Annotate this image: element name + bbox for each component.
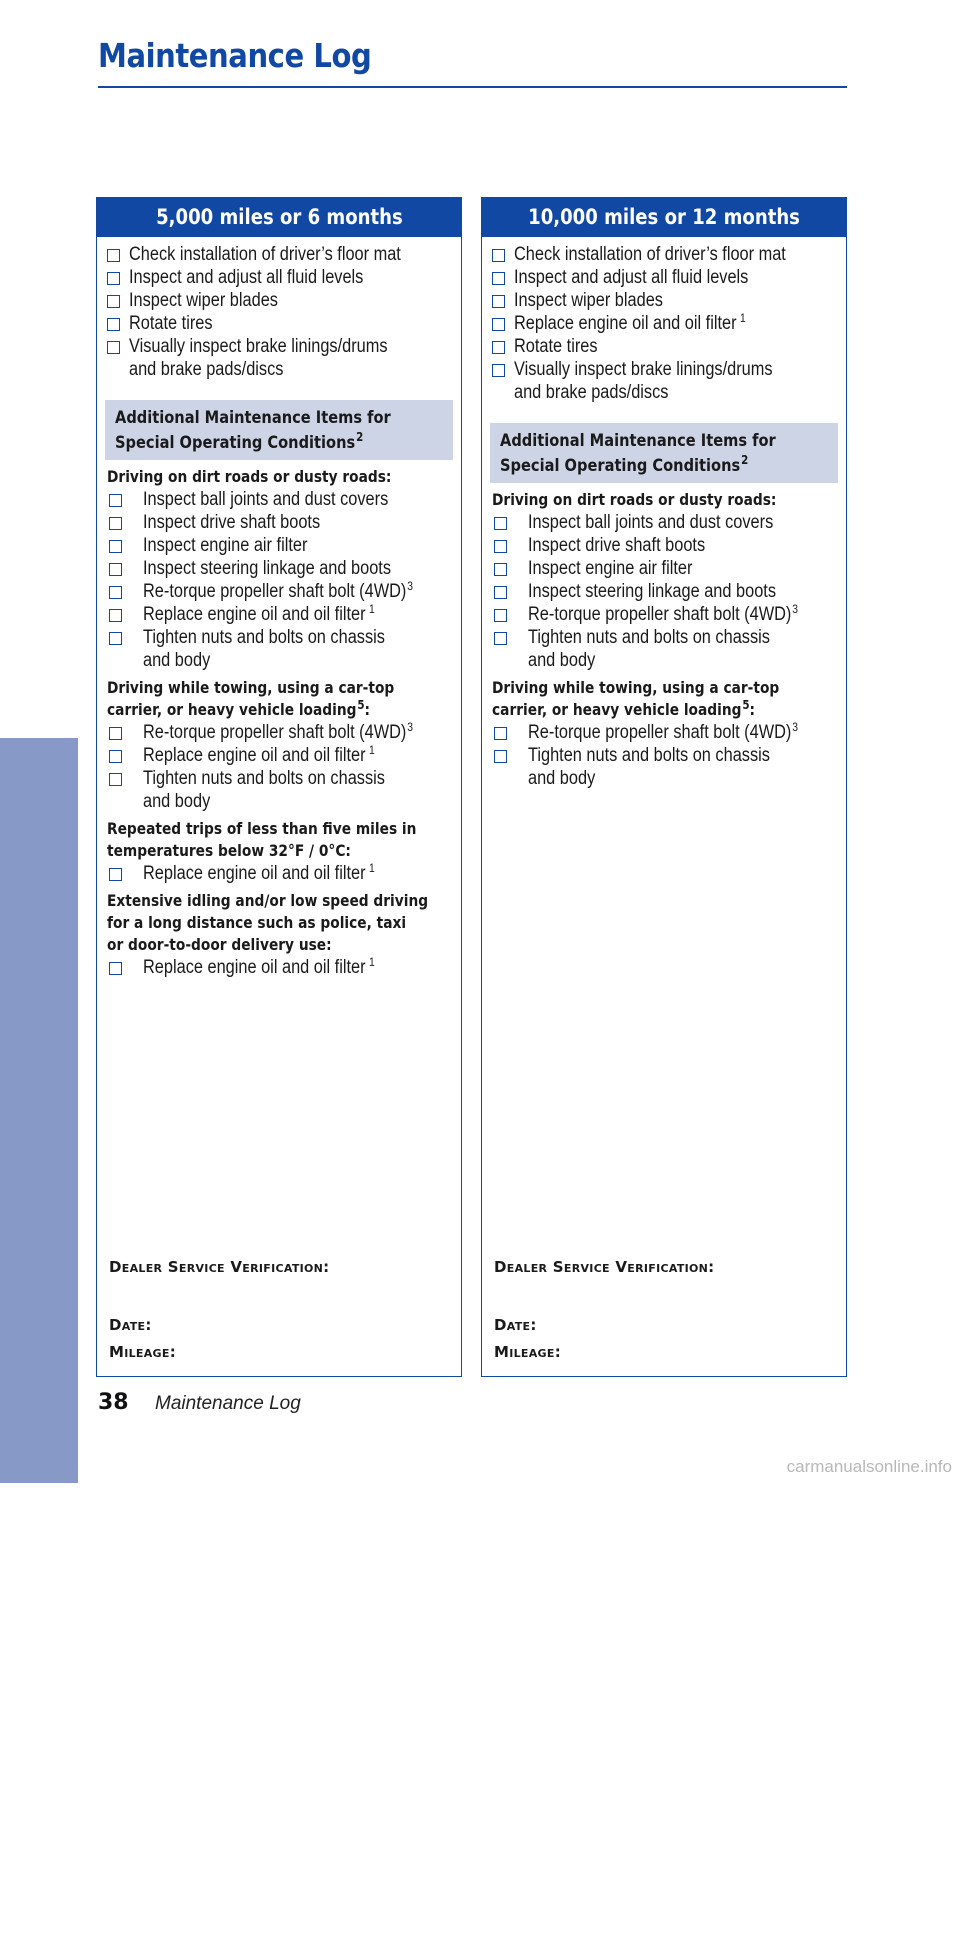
checkbox[interactable]: [107, 295, 120, 308]
checkbox[interactable]: [492, 341, 505, 354]
condition-title: Driving on dirt roads or dusty roads:: [492, 490, 777, 509]
checklist-item: Replace engine oil and oil filter $^1$: [107, 862, 451, 885]
checklist-item: Inspect drive shaft boots: [107, 511, 451, 534]
checkbox[interactable]: [494, 609, 507, 622]
checklist-item-continued: and body: [143, 791, 211, 812]
checkbox[interactable]: [109, 750, 122, 763]
dealer-verification-label: Dealer Service Verification:: [494, 1258, 715, 1276]
dealer-verification-label: Dealer Service Verification:: [109, 1258, 330, 1276]
checklist-item-continued: and brake pads/discs: [514, 382, 669, 403]
log-column-10000: [481, 197, 847, 1377]
condition-title: Driving while towing, using a car-top carrier, or heavy vehicle loading$^5$:: [107, 678, 395, 719]
checkbox[interactable]: [109, 494, 122, 507]
checklist-item: Replace engine oil and oil filter $^1$: [492, 312, 836, 335]
checklist-item: Replace engine oil and oil filter $^1$: [107, 603, 451, 626]
checklist-item: Inspect engine air filter: [492, 557, 836, 580]
checkbox[interactable]: [494, 586, 507, 599]
checkbox[interactable]: [492, 364, 505, 377]
checklist-item: Re-torque propeller shaft bolt $(4WD)^3$: [107, 721, 451, 744]
special-line-1: Additional Maintenance Items for: [500, 431, 776, 451]
checklist-item: Replace engine oil and oil filter $^1$: [107, 744, 451, 767]
checklist-item: Re-torque propeller shaft bolt $(4WD)^3$: [492, 603, 836, 626]
checklist-item: Inspect drive shaft boots: [492, 534, 836, 557]
checklist-item-continued: and body: [143, 650, 211, 671]
checklist-item: Inspect ball joints and dust covers: [107, 488, 451, 511]
checkbox[interactable]: [109, 540, 122, 553]
checkbox[interactable]: [107, 272, 120, 285]
watermark: carmanualsonline.info: [786, 1457, 952, 1476]
checklist-item: Inspect and adjust all fluid levels: [492, 266, 836, 289]
checklist-item: Check installation of driver’s floor mat: [492, 243, 836, 266]
checkbox[interactable]: [492, 295, 505, 308]
checklist: [492, 511, 836, 672]
checkbox[interactable]: [109, 609, 122, 622]
checkbox[interactable]: [492, 272, 505, 285]
checkbox[interactable]: [494, 540, 507, 553]
special-line-2: Special Operating Conditions$^2$: [500, 453, 749, 476]
checklist-item: Inspect ball joints and dust covers: [492, 511, 836, 534]
checklist-item-continued: and body: [528, 650, 596, 671]
checklist-item: Re-torque propeller shaft bolt $(4WD)^3$: [492, 721, 836, 744]
checkbox[interactable]: [109, 868, 122, 881]
checklist-item: Inspect steering linkage and boots: [107, 557, 451, 580]
mileage-label: Mileage:: [109, 1343, 176, 1361]
checkbox[interactable]: [107, 341, 120, 354]
checklist-item-continued: and brake pads/discs: [129, 359, 284, 380]
checklist-item: Tighten nuts and bolts on chassis: [107, 626, 451, 649]
checkbox[interactable]: [109, 563, 122, 576]
checklist-item: Rotate tires: [107, 312, 451, 335]
checkbox[interactable]: [494, 517, 507, 530]
checklist-item: Tighten nuts and bolts on chassis: [107, 767, 451, 790]
sidebar-tab: [0, 738, 78, 1947]
checklist: [107, 721, 451, 813]
checklist-item: Tighten nuts and bolts on chassis: [492, 626, 836, 649]
condition-title: Driving while towing, using a car-top carrier, or heavy vehicle loading$^5$:: [492, 678, 780, 719]
checkbox[interactable]: [109, 727, 122, 740]
checklist-item: Inspect engine air filter: [107, 534, 451, 557]
checkbox[interactable]: [494, 727, 507, 740]
title-rule: [98, 86, 847, 88]
checkbox[interactable]: [492, 318, 505, 331]
checklist-item: Re-torque propeller shaft bolt $(4WD)^3$: [107, 580, 451, 603]
checklist-item: Tighten nuts and bolts on chassis: [492, 744, 836, 767]
page-title: Maintenance Log: [98, 36, 372, 75]
checklist-item: Inspect steering linkage and boots: [492, 580, 836, 603]
checklist: [492, 721, 836, 790]
log-column-5000: [96, 197, 462, 1377]
special-conditions-banner: [105, 400, 453, 460]
special-conditions-banner: [490, 423, 838, 483]
checklist: [107, 862, 451, 885]
special-line-1: Additional Maintenance Items for: [115, 408, 391, 428]
date-label: Date:: [109, 1316, 152, 1334]
checkbox[interactable]: [494, 563, 507, 576]
checklist-item: Inspect wiper blades: [107, 289, 451, 312]
condition-title: Repeated trips of less than five miles in temperatures below 32°F / 0°C:: [107, 819, 417, 860]
checklist: [107, 956, 451, 979]
checklist-item: Replace engine oil and oil filter $^1$: [107, 956, 451, 979]
checkbox[interactable]: [109, 586, 122, 599]
checkbox[interactable]: [109, 962, 122, 975]
checkbox[interactable]: [494, 750, 507, 763]
checkbox[interactable]: [109, 517, 122, 530]
condition-title: Driving on dirt roads or dusty roads:: [107, 467, 392, 486]
checklist-item: Inspect wiper blades: [492, 289, 836, 312]
checkbox[interactable]: [109, 632, 122, 645]
date-label: Date:: [494, 1316, 537, 1334]
checklist: [492, 243, 836, 404]
mileage-label: Mileage:: [494, 1343, 561, 1361]
checkbox[interactable]: [494, 632, 507, 645]
column-header: 5,000 miles or 6 months: [97, 198, 461, 237]
sidebar-label: MAINTENANCE: [25, 1739, 53, 1947]
checkbox[interactable]: [109, 773, 122, 786]
checkbox[interactable]: [492, 249, 505, 262]
condition-title: Extensive idling and/or low speed driving for a long distance such as police, taxi or door-to-door delivery use:: [107, 891, 429, 954]
checklist-item: Visually inspect brake linings/drums: [107, 335, 451, 358]
column-header: 10,000 miles or 12 months: [482, 198, 846, 237]
checklist: [107, 243, 451, 381]
page-number: 38: [98, 1390, 129, 1415]
checklist-item: Rotate tires: [492, 335, 836, 358]
checklist: [107, 488, 451, 672]
checkbox[interactable]: [107, 249, 120, 262]
checklist-item-continued: and body: [528, 768, 596, 789]
checklist-item: Inspect and adjust all fluid levels: [107, 266, 451, 289]
checklist-item: Visually inspect brake linings/drums: [492, 358, 836, 381]
checklist-item: Check installation of driver’s floor mat: [107, 243, 451, 266]
footer-label: Maintenance Log: [155, 1393, 301, 1414]
special-line-2: Special Operating Conditions$^2$: [115, 430, 364, 453]
checkbox[interactable]: [107, 318, 120, 331]
